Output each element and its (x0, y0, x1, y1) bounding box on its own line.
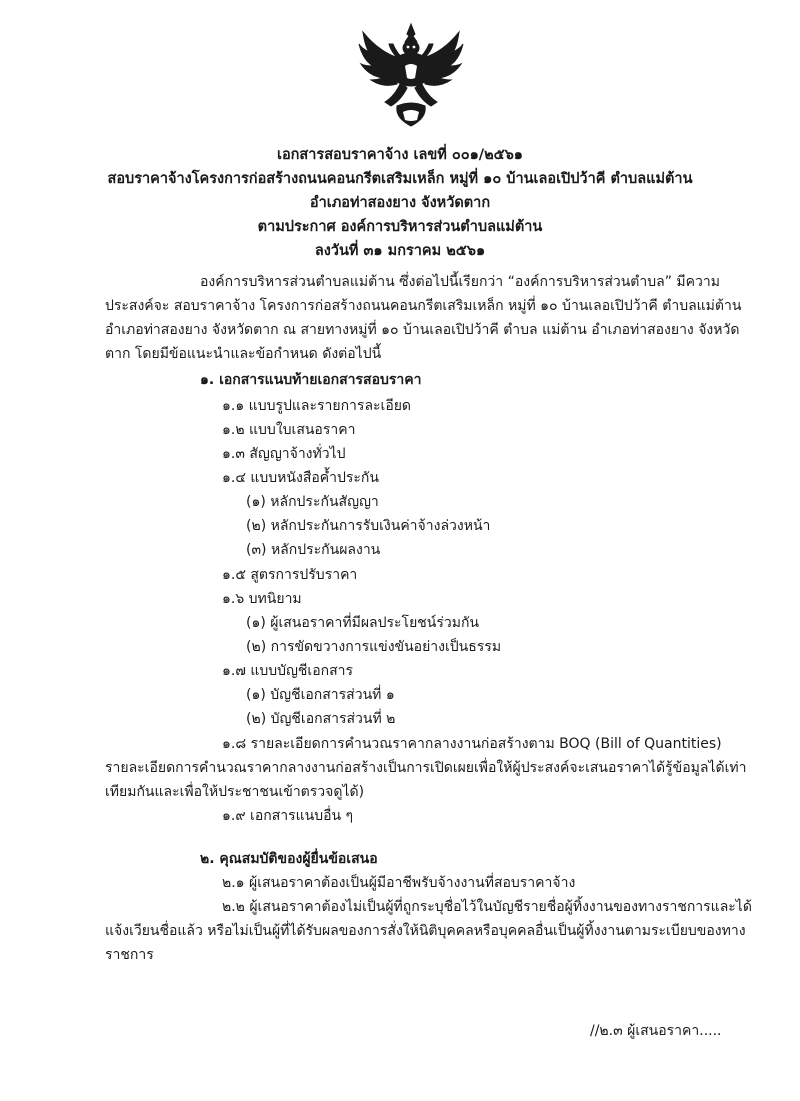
list-item: ๑.๙ เอกสารแนบอื่น ๆ (222, 808, 354, 824)
list-item: ๑.๖ บทนิยาม (222, 591, 302, 607)
section-2-heading: ๒. คุณสมบัติของผู้ยื่นข้อเสนอ (200, 851, 378, 867)
sub-list-item: (๒) บัญชีเอกสารส่วนที่ ๒ (246, 711, 396, 727)
list-item: ๑.๕ สูตรการปรับราคา (222, 567, 358, 583)
sub-list-item: (๑) บัญชีเอกสารส่วนที่ ๑ (246, 687, 395, 703)
document-number: เอกสารสอบราคาจ้าง เลขที่ ๐๐๑/๒๕๖๑ (276, 147, 524, 163)
list-item: ๑.๑ แบบรูปและรายการละเอียด (222, 398, 412, 414)
list-item: ๑.๘ รายละเอียดการคำนวณราคากลางงานก่อสร้างตาม BOQ (Bill of Quantities) (222, 736, 722, 752)
sub-list-item: (๑) ผู้เสนอราคาที่มีผลประโยชน์ร่วมกัน (246, 615, 479, 631)
announcing-agency: ตามประกาศ องค์การบริหารส่วนตำบลแม่ต้าน (257, 219, 543, 235)
page-continuation: //๒.๓ ผู้เสนอราคา..... (590, 1023, 722, 1039)
intro-line: อำเภอท่าสองยาง จังหวัดตาก ณ สายทางหมู่ที่ ๑๐ บ้านเลอเปิปว้าคี ตำบล แม่ต้าน อำเภอท่าสองยาง จังหวัด (105, 322, 740, 338)
announcement-date: ลงวันที่ ๓๑ มกราคม ๒๕๖๑ (314, 243, 486, 259)
project-title: สอบราคาจ้างโครงการก่อสร้างถนนคอนกรีตเสริมเหล็ก หมู่ที่ ๑๐ บ้านเลอเปิปว้าคี ตำบลแม่ต้าน (107, 171, 693, 187)
section-1-heading: ๑. เอกสารแนบท้ายเอกสารสอบราคา (200, 372, 422, 388)
garuda-emblem (355, 22, 467, 130)
list-item-continuation: แจ้งเวียนชื่อแล้ว หรือไม่เป็นผู้ที่ได้รับผลของการสั่งให้นิติบุคคลหรือบุคคลอื่นเป็นผู้ทิ้งงานตามระเบียบของทาง (105, 923, 746, 939)
sub-list-item: (๒) หลักประกันการรับเงินค่าจ้างล่วงหน้า (246, 518, 491, 534)
list-item: ๑.๔ แบบหนังสือค้ำประกัน (222, 470, 379, 486)
list-item-continuation: ราชการ (105, 947, 154, 963)
intro-line: ประสงค์จะ สอบราคาจ้าง โครงการก่อสร้างถนนคอนกรีตเสริมเหล็ก หมู่ที่ ๑๐ บ้านเลอเปิปว้าคี ตำบลแม่ต้าน (105, 298, 742, 314)
sub-list-item: (๓) หลักประกันผลงาน (246, 542, 381, 558)
sub-list-item: (๒) การขัดขวางการแข่งขันอย่างเป็นธรรม (246, 639, 502, 655)
list-item: ๒.๑ ผู้เสนอราคาต้องเป็นผู้มีอาชีพรับจ้างงานที่สอบราคาจ้าง (222, 875, 576, 891)
list-item: ๒.๒ ผู้เสนอราคาต้องไม่เป็นผู้ที่ถูกระบุชื่อไว้ในบัญชีรายชื่อผู้ทิ้งงานของทางราชการและได้ (222, 899, 752, 915)
sub-list-item: (๑) หลักประกันสัญญา (246, 494, 379, 510)
list-item-continuation: รายละเอียดการคำนวณราคากลางงานก่อสร้างเป็นการเปิดเผยเพื่อให้ผู้ประสงค์จะเสนอราคาได้รู้ข้อมูลได้เท่า (105, 760, 747, 776)
list-item: ๑.๓ สัญญาจ้างทั่วไป (222, 446, 346, 462)
list-item: ๑.๒ แบบใบเสนอราคา (222, 422, 356, 438)
list-item: ๑.๗ แบบบัญชีเอกสาร (222, 663, 354, 679)
list-item-continuation: เทียมกันและเพื่อให้ประชาชนเข้าตรวจดูได้) (105, 784, 365, 800)
intro-line: องค์การบริหารส่วนตำบลแม่ต้าน ซึ่งต่อไปนี้เรียกว่า “องค์การบริหารส่วนตำบล” มีความ (200, 274, 720, 290)
intro-line: ตาก โดยมีข้อแนะนำและข้อกำหนด ดังต่อไปนี้ (105, 346, 382, 362)
district-province: อำเภอท่าสองยาง จังหวัดตาก (309, 195, 491, 211)
